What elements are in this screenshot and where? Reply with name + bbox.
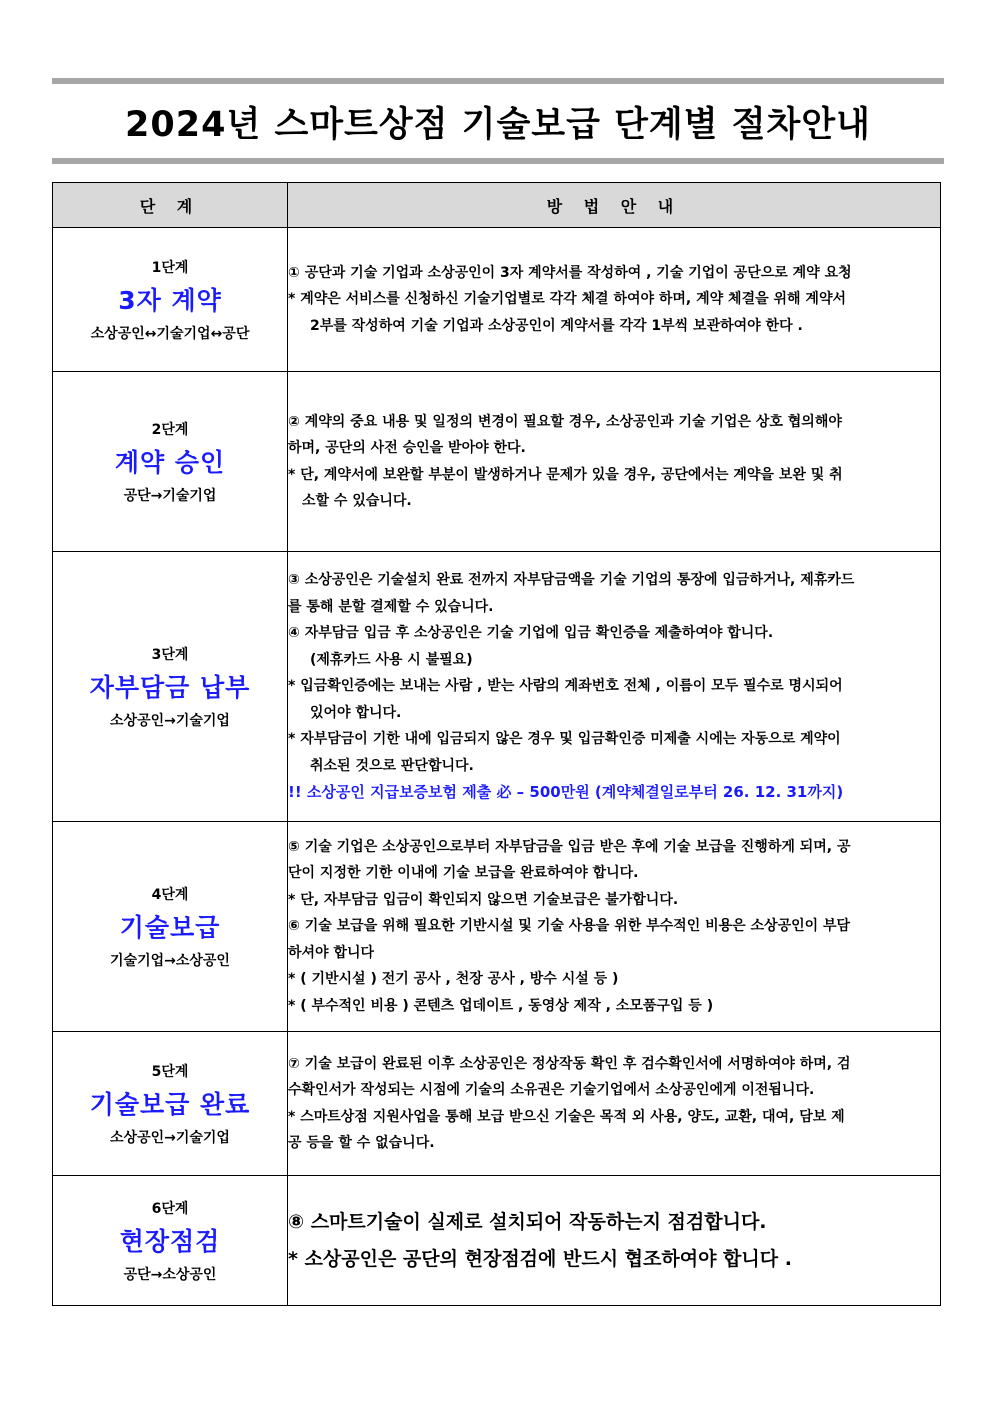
guide-line: 하셔야 합니다 — [288, 944, 375, 961]
stage-number: 6단계 — [151, 1200, 189, 1217]
stage-flow: 공단→기술기업 — [123, 487, 217, 504]
stage-name: 계약 승인 — [114, 447, 226, 477]
guide-line: ⑦ 기술 보급이 완료된 이후 소상공인은 정상작동 확인 후 검수확인서에 서명하여야 하며, 검 — [288, 1055, 851, 1072]
guide-line: ⑧ 스마트기술이 실제로 설치되어 작동하는지 점검합니다. — [288, 1210, 767, 1233]
guide-line: 있어야 합니다. — [310, 704, 402, 721]
guide-line: * 소상공인은 공단의 현장점검에 반드시 협조하여야 합니다 . — [288, 1247, 792, 1270]
stage-cell — [53, 822, 288, 1032]
guide-cell — [288, 552, 941, 822]
guide-cell — [288, 228, 941, 372]
stage-name: 기술보급 완료 — [89, 1089, 251, 1119]
stage-name: 현장점검 — [119, 1226, 221, 1256]
guide-line: ① 공단과 기술 기업과 소상공인이 3자 계약서를 작성하여 , 기술 기업이 공단으로 계약 요청 — [288, 264, 852, 281]
table-row — [53, 228, 941, 372]
guide-line: 공 등을 할 수 없습니다. — [288, 1135, 435, 1151]
guide-line: 를 통해 분할 결제할 수 있습니다. — [288, 598, 494, 615]
guide-line: ② 계약의 중요 내용 및 일정의 변경이 필요할 경우, 소상공인과 기술 기업은 상호 협의해야 — [288, 413, 842, 430]
table-row — [53, 1176, 941, 1306]
guide-line: ⑥ 기술 보급을 위해 필요한 기반시설 및 기술 사용을 위한 부수적인 비용은 소상공인이 부담 — [288, 918, 851, 935]
stage-name: 자부담금 납부 — [89, 672, 251, 702]
guide-line: * ( 기반시설 ) 전기 공사 , 천장 공사 , 방수 시설 등 ) — [288, 971, 619, 988]
table-row — [53, 552, 941, 822]
stage-number: 2단계 — [151, 421, 189, 438]
guide-line: * 자부담금이 기한 내에 입금되지 않은 경우 및 입금확인증 미제출 시에는 자동으로 계약이 — [288, 731, 841, 748]
guide-line: * ( 부수적인 비용 ) 콘텐츠 업데이트 , 동영상 제작 , 소모품구입 등 ) — [288, 997, 714, 1014]
stage-number: 5단계 — [151, 1063, 189, 1080]
header-stage: 단 계 — [53, 183, 288, 228]
guide-line: * 계약은 서비스를 신청하신 기술기업별로 각각 체결 하여야 하며, 계약 체결을 위해 계약서 — [288, 291, 846, 308]
stage-number: 4단계 — [151, 886, 189, 903]
guarantee-insurance-notice: !! 소상공인 지급보증보험 제출 必 – 500만원 (계약체결일로부터 26. 12. 31까지) — [288, 783, 844, 802]
stage-cell — [53, 1176, 288, 1306]
stage-flow: 공단→소상공인 — [123, 1266, 217, 1283]
guide-line: * 스마트상점 지원사업을 통해 보급 받으신 기술은 목적 외 사용, 양도, 교환, 대여, 담보 제 — [288, 1108, 845, 1125]
stage-cell — [53, 228, 288, 372]
guide-line: 수확인서가 작성되는 시점에 기술의 소유권은 기술기업에서 소상공인에게 이전됩니다. — [288, 1082, 815, 1098]
guide-cell — [288, 372, 941, 552]
title-bottom-rule — [52, 158, 944, 164]
stage-cell — [53, 1032, 288, 1176]
guide-cell — [288, 1176, 941, 1306]
stage-cell — [53, 552, 288, 822]
guide-cell — [288, 1032, 941, 1176]
guide-line: 취소된 것으로 판단합니다. — [310, 757, 474, 774]
guide-line: 하며, 공단의 사전 승인을 받아야 한다. — [288, 440, 526, 456]
guide-line: (제휴카드 사용 시 불필요) — [310, 651, 473, 668]
header-guide: 방 법 안 내 — [288, 183, 941, 228]
guide-line: ④ 자부담금 입금 후 소상공인은 기술 기업에 입금 확인증을 제출하여야 합니다. — [288, 625, 774, 642]
stage-name: 3자 계약 — [118, 285, 222, 315]
stage-flow: 소상공인→기술기업 — [110, 712, 230, 729]
guide-line: 소할 수 있습니다. — [302, 493, 412, 509]
guide-line: ③ 소상공인은 기술설치 완료 전까지 자부담금액을 기술 기업의 통장에 입금하거나, 제휴카드 — [288, 572, 855, 589]
stage-number: 1단계 — [151, 259, 189, 276]
table-row — [53, 372, 941, 552]
guide-line: 2부를 작성하여 기술 기업과 소상공인이 계약서를 각각 1부씩 보관하여야 한다 . — [310, 317, 803, 334]
stage-number: 3단계 — [151, 646, 189, 663]
guide-cell — [288, 822, 941, 1032]
table-header-row — [53, 183, 941, 228]
title-top-rule — [52, 78, 944, 84]
stage-cell — [53, 372, 288, 552]
guide-line: * 입금확인증에는 보내는 사람 , 받는 사람의 계좌번호 전체 , 이름이 모두 필수로 명시되어 — [288, 678, 843, 695]
stage-name: 기술보급 — [119, 912, 221, 942]
table-row — [53, 1032, 941, 1176]
guide-line: * 단, 계약서에 보완할 부분이 발생하거나 문제가 있을 경우, 공단에서는 계약을 보완 및 취 — [288, 466, 843, 483]
stage-flow: 소상공인↔기술기업↔공단 — [90, 325, 250, 342]
guide-line: 단이 지정한 기한 이내에 기술 보급을 완료하여야 합니다. — [288, 865, 639, 882]
guide-line: * 단, 자부담금 입금이 확인되지 않으면 기술보급은 불가합니다. — [288, 891, 679, 908]
procedure-table — [52, 182, 941, 1306]
page-title: 2024년 스마트상점 기술보급 단계별 절차안내 — [125, 105, 871, 145]
stage-flow: 기술기업→소상공인 — [110, 952, 230, 969]
stage-flow: 소상공인→기술기업 — [110, 1129, 230, 1146]
table-row — [53, 822, 941, 1032]
guide-line: ⑤ 기술 기업은 소상공인으로부터 자부담금을 입금 받은 후에 기술 보급을 진행하게 되며, 공 — [288, 838, 851, 855]
